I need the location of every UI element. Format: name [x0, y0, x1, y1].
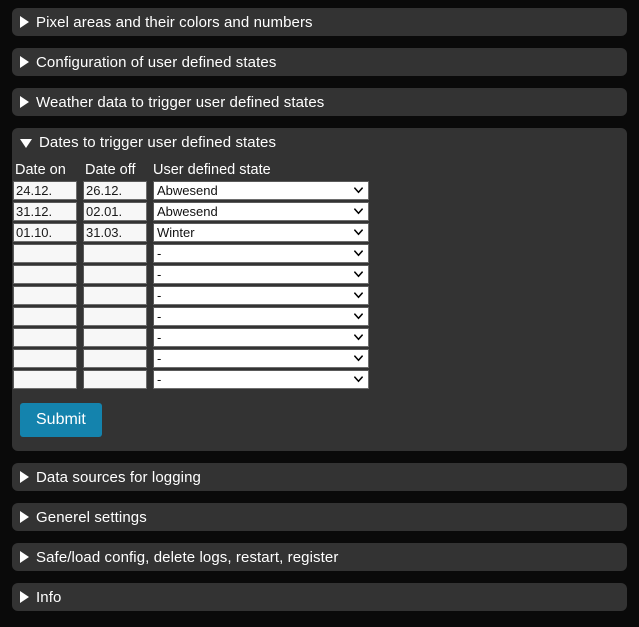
date-off-input[interactable] [83, 349, 147, 368]
user-defined-state-select[interactable] [153, 202, 369, 221]
state-select-value: - [157, 330, 162, 345]
submit-button[interactable]: Submit [20, 403, 102, 437]
date-off-cell [83, 181, 151, 202]
chevron-down-icon [354, 250, 363, 257]
section-toggle-2[interactable] [12, 48, 627, 76]
section-list [12, 8, 627, 611]
chevron-down-icon [354, 292, 363, 299]
date-on-input[interactable] [13, 202, 77, 221]
dates-table [13, 162, 371, 391]
date-on-cell [13, 307, 83, 328]
date-on-cell [13, 202, 83, 223]
dates-panel-body [12, 156, 627, 437]
date-off-input[interactable] [83, 265, 147, 284]
state-cell [151, 181, 371, 202]
table-row [13, 265, 371, 286]
chevron-down-icon [354, 229, 363, 236]
date-on-cell [13, 328, 83, 349]
date-off-input[interactable] [83, 286, 147, 305]
state-cell [151, 265, 371, 286]
triangle-right-icon [20, 96, 29, 108]
table-row [13, 286, 371, 307]
chevron-down-icon [354, 334, 363, 341]
table-row [13, 223, 371, 244]
section-toggle-4[interactable] [12, 128, 627, 156]
section-7 [12, 543, 627, 571]
date-off-input[interactable] [83, 223, 147, 242]
state-select-value: - [157, 288, 162, 303]
date-off-cell [83, 370, 151, 391]
state-cell [151, 370, 371, 391]
section-5 [12, 463, 627, 491]
table-row [13, 349, 371, 370]
date-off-cell [83, 286, 151, 307]
column-header-2: Date off [85, 162, 136, 178]
date-on-cell [13, 286, 83, 307]
column-header-1: Date on [15, 162, 66, 178]
triangle-right-icon [20, 551, 29, 563]
date-on-input[interactable] [13, 265, 77, 284]
section-title: Dates to trigger user defined states [39, 133, 277, 151]
date-on-input[interactable] [13, 307, 77, 326]
date-off-cell [83, 307, 151, 328]
user-defined-state-select[interactable] [153, 244, 369, 263]
chevron-down-icon [354, 313, 363, 320]
state-select-value: - [157, 267, 162, 282]
table-row [13, 307, 371, 328]
section-6 [12, 503, 627, 531]
user-defined-state-select[interactable] [153, 307, 369, 326]
section-title: Weather data to trigger user defined states [36, 93, 325, 111]
chevron-down-icon [354, 355, 363, 362]
state-select-value: - [157, 309, 162, 324]
date-on-cell [13, 265, 83, 286]
section-title: Info [36, 588, 62, 606]
chevron-down-icon [354, 376, 363, 383]
section-title: Generel settings [36, 508, 147, 526]
date-on-input[interactable] [13, 181, 77, 200]
user-defined-state-select[interactable] [153, 181, 369, 200]
date-off-cell [83, 328, 151, 349]
state-select-value: - [157, 372, 162, 387]
section-title: Pixel areas and their colors and numbers [36, 13, 313, 31]
date-on-cell [13, 370, 83, 391]
date-off-cell [83, 265, 151, 286]
column-header-3: User defined state [153, 162, 271, 178]
date-off-cell [83, 244, 151, 265]
date-on-input[interactable] [13, 286, 77, 305]
date-on-cell [13, 244, 83, 265]
section-toggle-5[interactable] [12, 463, 627, 491]
triangle-down-icon [20, 139, 32, 148]
date-off-input[interactable] [83, 202, 147, 221]
state-select-value: Abwesend [157, 204, 218, 219]
table-row [13, 244, 371, 265]
date-off-input[interactable] [83, 307, 147, 326]
section-toggle-8[interactable] [12, 583, 627, 611]
user-defined-state-select[interactable] [153, 349, 369, 368]
user-defined-state-select[interactable] [153, 265, 369, 284]
table-row [13, 328, 371, 349]
state-select-value: - [157, 246, 162, 261]
section-8 [12, 583, 627, 611]
date-on-input[interactable] [13, 370, 77, 389]
state-cell [151, 307, 371, 328]
section-1 [12, 8, 627, 36]
user-defined-state-select[interactable] [153, 223, 369, 242]
state-select-value: Abwesend [157, 183, 218, 198]
table-row [13, 370, 371, 391]
date-off-input[interactable] [83, 370, 147, 389]
section-toggle-7[interactable] [12, 543, 627, 571]
user-defined-state-select[interactable] [153, 370, 369, 389]
state-cell [151, 286, 371, 307]
state-cell [151, 202, 371, 223]
submit-row [12, 391, 627, 437]
date-off-cell [83, 202, 151, 223]
state-cell [151, 244, 371, 265]
triangle-right-icon [20, 471, 29, 483]
chevron-down-icon [354, 208, 363, 215]
section-toggle-3[interactable] [12, 88, 627, 116]
section-2 [12, 48, 627, 76]
state-cell [151, 328, 371, 349]
triangle-right-icon [20, 591, 29, 603]
state-select-value: Winter [157, 225, 195, 240]
section-4 [12, 128, 627, 451]
table-header-row [13, 162, 371, 181]
state-cell [151, 223, 371, 244]
date-on-cell [13, 181, 83, 202]
section-toggle-6[interactable] [12, 503, 627, 531]
chevron-down-icon [354, 271, 363, 278]
user-defined-state-select[interactable] [153, 286, 369, 305]
state-cell [151, 349, 371, 370]
date-on-input[interactable] [13, 328, 77, 347]
date-off-input[interactable] [83, 328, 147, 347]
date-off-cell [83, 223, 151, 244]
date-on-cell [13, 349, 83, 370]
date-on-input[interactable] [13, 244, 77, 263]
table-row [13, 181, 371, 202]
date-off-input[interactable] [83, 181, 147, 200]
section-toggle-1[interactable] [12, 8, 627, 36]
table-row [13, 202, 371, 223]
date-on-cell [13, 223, 83, 244]
triangle-right-icon [20, 511, 29, 523]
chevron-down-icon [354, 187, 363, 194]
triangle-right-icon [20, 16, 29, 28]
triangle-right-icon [20, 56, 29, 68]
date-on-input[interactable] [13, 223, 77, 242]
date-on-input[interactable] [13, 349, 77, 368]
section-title: Configuration of user defined states [36, 53, 277, 71]
state-select-value: - [157, 351, 162, 366]
section-title: Data sources for logging [36, 468, 201, 486]
date-off-input[interactable] [83, 244, 147, 263]
section-3 [12, 88, 627, 116]
date-off-cell [83, 349, 151, 370]
section-title: Safe/load config, delete logs, restart, register [36, 548, 339, 566]
user-defined-state-select[interactable] [153, 328, 369, 347]
